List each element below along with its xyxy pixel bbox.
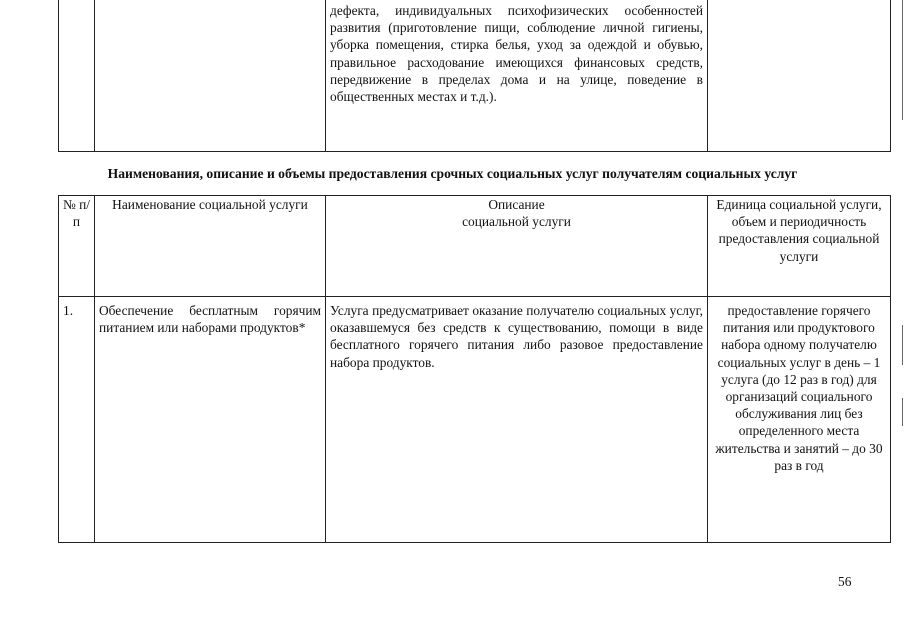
row-description-cell bbox=[326, 297, 708, 543]
row-name-cell bbox=[95, 297, 326, 543]
header-description-cell bbox=[326, 196, 708, 297]
continued-unit-cell bbox=[708, 0, 891, 152]
continued-name-cell bbox=[95, 0, 326, 152]
continued-table-row bbox=[59, 0, 891, 152]
scan-edge-mark bbox=[902, 398, 903, 426]
table-header-row bbox=[59, 196, 891, 297]
services-table bbox=[58, 195, 891, 543]
scan-edge-mark bbox=[902, 0, 903, 120]
row-description: Услуга предусматривает оказание получателю социальных услуг, оказавшемуся без средств к существованию, помощи в виде бесплатного горячего питания либо разовое предоставление набора продуктов. bbox=[330, 303, 703, 370]
header-unit: Единица социальной услуги, объем и периодичность предоставления социальной услуги bbox=[716, 197, 882, 264]
row-number-cell bbox=[59, 297, 95, 543]
row-unit: предоставление горячего питания или продуктового набора одному получателю социальных услуг в день – 1 услуга (до 12 раз в год) для организаций социального обслуживания лиц без определенного места жительства и занятий – до 30 раз в год bbox=[715, 303, 883, 473]
section-heading: Наименования, описание и объемы предоставления срочных социальных услуг получателям социальных услуг bbox=[107, 166, 798, 181]
row-unit-cell bbox=[708, 297, 891, 543]
table-row bbox=[59, 297, 891, 543]
continued-number-cell bbox=[59, 0, 95, 152]
header-number: № п/п bbox=[63, 197, 91, 230]
row-name: Обеспечение бесплатным горячим питанием или наборами продуктов* bbox=[99, 303, 321, 336]
continued-description-cell bbox=[326, 0, 708, 152]
header-unit-cell bbox=[708, 196, 891, 297]
header-name-cell bbox=[95, 196, 326, 297]
header-number-cell bbox=[59, 196, 95, 297]
continued-description-text: дефекта, индивидуальных психофизических особенностей развития (приготовление пищи, соблюдение личной гигиены, уборка помещения, стирка белья, уход за одеждой и обувью, правильное расходование имеющихся финансовых средств, передвижение в пределах дома и на улице, поведение в общественных местах и т.д.). bbox=[330, 3, 703, 105]
header-description: Описание социальной услуги bbox=[462, 197, 571, 230]
row-number: 1. bbox=[63, 303, 74, 318]
header-name: Наименование социальной услуги bbox=[112, 197, 308, 212]
page-number: 56 bbox=[838, 574, 852, 589]
scan-edge-mark bbox=[902, 325, 903, 365]
continued-table bbox=[58, 0, 891, 152]
